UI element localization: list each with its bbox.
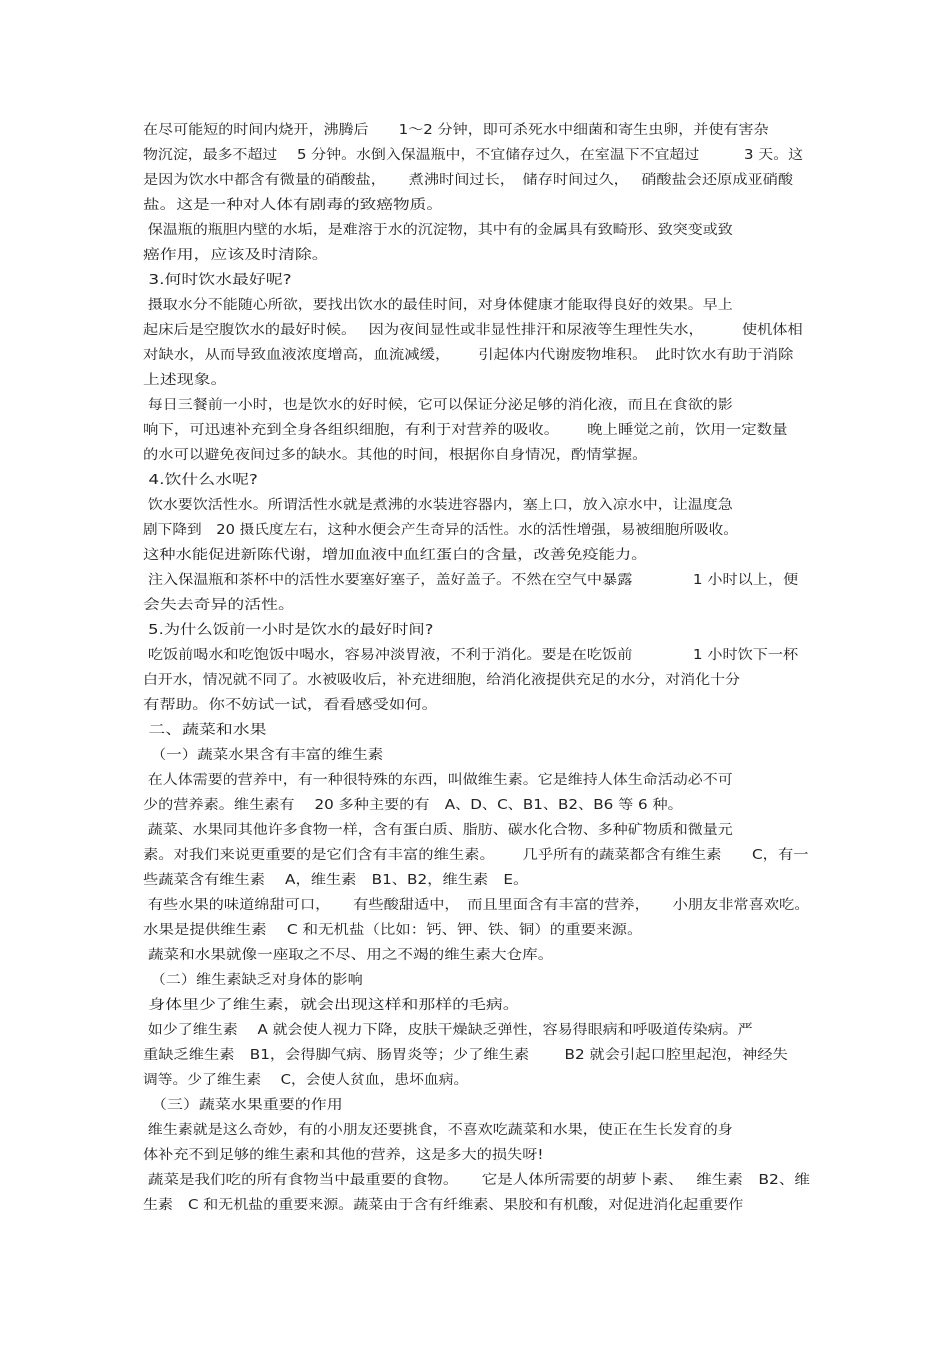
text-line-34: 蔬菜和水果就像一座取之不尽、用之不竭的维生素大仓库。: [143, 947, 554, 963]
text-line-23: 白开水，情况就不同了。水被吸收后，补充进细胞，给消化液提供充足的水分，对消化十分: [143, 672, 740, 688]
text-line-42: 体补充不到足够的维生素和其他的营养，这是多大的损失呀!: [143, 1147, 544, 1163]
text-line-1: 在尽可能短的时间内烧开，沸腾后 1～2 分钟，即可杀死水中细菌和寄生虫卵，并使有害杂: [143, 122, 769, 138]
text-line-33: 水果是提供维生素 C 和无机盐（比如：钙、钾、铁、铜）的重要来源。: [143, 922, 643, 938]
text-line-16: 饮水要饮活性水。所谓活性水就是煮沸的水装进容器内，塞上口，放入凉水中，让温度急: [143, 497, 733, 513]
text-line-44: 生素 C 和无机盐的重要来源。蔬菜由于含有纤维素、果胶和有机酸，对促进消化起重要作: [143, 1197, 744, 1213]
text-line-4: 盐。这是一种对人体有剧毒的致癌物质。: [143, 197, 443, 213]
text-line-18: 这种水能促进新陈代谢，增加血液中血红蛋白的含量，改善免疫能力。: [143, 547, 648, 563]
text-line-35: （二）维生素缺乏对身体的影响: [143, 972, 363, 988]
text-line-24: 有帮助。你不妨试一试，看看感受如何。: [143, 697, 438, 713]
text-line-7: 3.何时饮水最好呢?: [143, 272, 292, 288]
text-line-39: 调等。少了维生素 C，会使人贫血，患坏血病。: [143, 1072, 469, 1088]
text-line-36: 身体里少了维生素，就会出现这样和那样的毛病。: [143, 997, 520, 1013]
text-line-29: 蔬菜、水果同其他许多食物一样，含有蛋白质、脂肪、碳水化合物、多种矿物质和微量元: [143, 822, 733, 838]
text-line-10: 对缺水，从而导致血液浓度增高，血流减缓， 引起体内代谢废物堆积。 此时饮水有助于消除: [143, 347, 794, 363]
text-line-25: 二、蔬菜和水果: [143, 722, 267, 738]
text-line-38: 重缺乏维生素 B1，会得脚气病、肠胃炎等；少了维生素 B2 就会引起口腔里起泡，神经失: [143, 1047, 788, 1063]
text-line-32: 有些水果的味道绵甜可口， 有些酸甜适中， 而且里面含有丰富的营养， 小朋友非常喜欢吃。: [143, 897, 810, 913]
text-line-21: 5.为什么饭前一小时是饮水的最好时间?: [143, 622, 434, 638]
text-line-15: 4.饮什么水呢?: [143, 472, 258, 488]
text-line-13: 响下，可迅速补充到全身各组织细胞，有利于对营养的吸收。 晚上睡觉之前，饮用一定数量: [143, 422, 788, 438]
text-line-11: 上述现象。: [143, 372, 228, 388]
text-line-19: 注入保温瓶和茶杯中的活性水要塞好塞子，盖好盖子。不然在空气中暴露 1 小时以上，便: [143, 572, 799, 588]
text-line-43: 蔬菜是我们吃的所有食物当中最重要的食物。 它是人体所需要的胡萝卜素、 维生素 B2、维: [143, 1172, 810, 1188]
text-line-20: 会失去奇异的活性。: [143, 597, 295, 613]
text-line-17: 剧下降到 20 摄氏度左右，这种水便会产生奇异的活性。水的活性增强，易被细胞所吸收。: [143, 522, 738, 538]
text-line-6: 癌作用，应该及时清除。: [143, 247, 329, 263]
text-line-22: 吃饭前喝水和吃饱饭中喝水，容易冲淡胃液，不利于消化。要是在吃饭前 1 小时饮下一杯: [143, 647, 799, 663]
text-line-8: 摄取水分不能随心所欲，要找出饮水的最佳时间，对身体健康才能取得良好的效果。早上: [143, 297, 733, 313]
text-line-26: （一）蔬菜水果含有丰富的维生素: [143, 747, 384, 763]
text-line-40: （三）蔬菜水果重要的作用: [143, 1097, 343, 1113]
text-line-5: 保温瓶的瓶胆内壁的水垢，是难溶于水的沉淀物，其中有的金属具有致畸形、致突变或致: [143, 222, 733, 238]
text-line-41: 维生素就是这么奇妙，有的小朋友还要挑食，不喜欢吃蔬菜和水果，使正在生长发育的身: [143, 1122, 733, 1138]
text-line-30: 素。对我们来说更重要的是它们含有丰富的维生素。 几乎所有的蔬菜都含有维生素 C，有一: [143, 847, 809, 863]
text-line-27: 在人体需要的营养中，有一种很特殊的东西，叫做维生素。它是维持人体生命活动必不可: [143, 772, 733, 788]
text-line-28: 少的营养素。维生素有 20 多种主要的有 A、D、C、B1、B2、B6 等 6 种。: [143, 797, 683, 813]
text-line-3: 是因为饮水中都含有微量的硝酸盐， 煮沸时间过长， 储存时间过久， 硝酸盐会还原成亚硝酸: [143, 172, 794, 188]
text-line-12: 每日三餐前一小时，也是饮水的好时候，它可以保证分泌足够的消化液，而且在食欲的影: [143, 397, 733, 413]
text-line-31: 些蔬菜含有维生素 A，维生素 B1、B2，维生素 E。: [143, 872, 529, 888]
text-line-2: 物沉淀，最多不超过 5 分钟。水倒入保温瓶中，不宜储存过久，在室温下不宜超过 3 天。这: [143, 147, 804, 163]
text-line-14: 的水可以避免夜间过多的缺水。其他的时间，根据你自身情况，酌情掌握。: [143, 447, 648, 463]
text-line-9: 起床后是空腹饮水的最好时候。 因为夜间显性或非显性排汗和尿液等生理性失水， 使机体相: [143, 322, 803, 338]
text-line-37: 如少了维生素 A 就会使人视力下降，皮肤干燥缺乏弹性，容易得眼病和呼吸道传染病。严: [143, 1022, 753, 1038]
